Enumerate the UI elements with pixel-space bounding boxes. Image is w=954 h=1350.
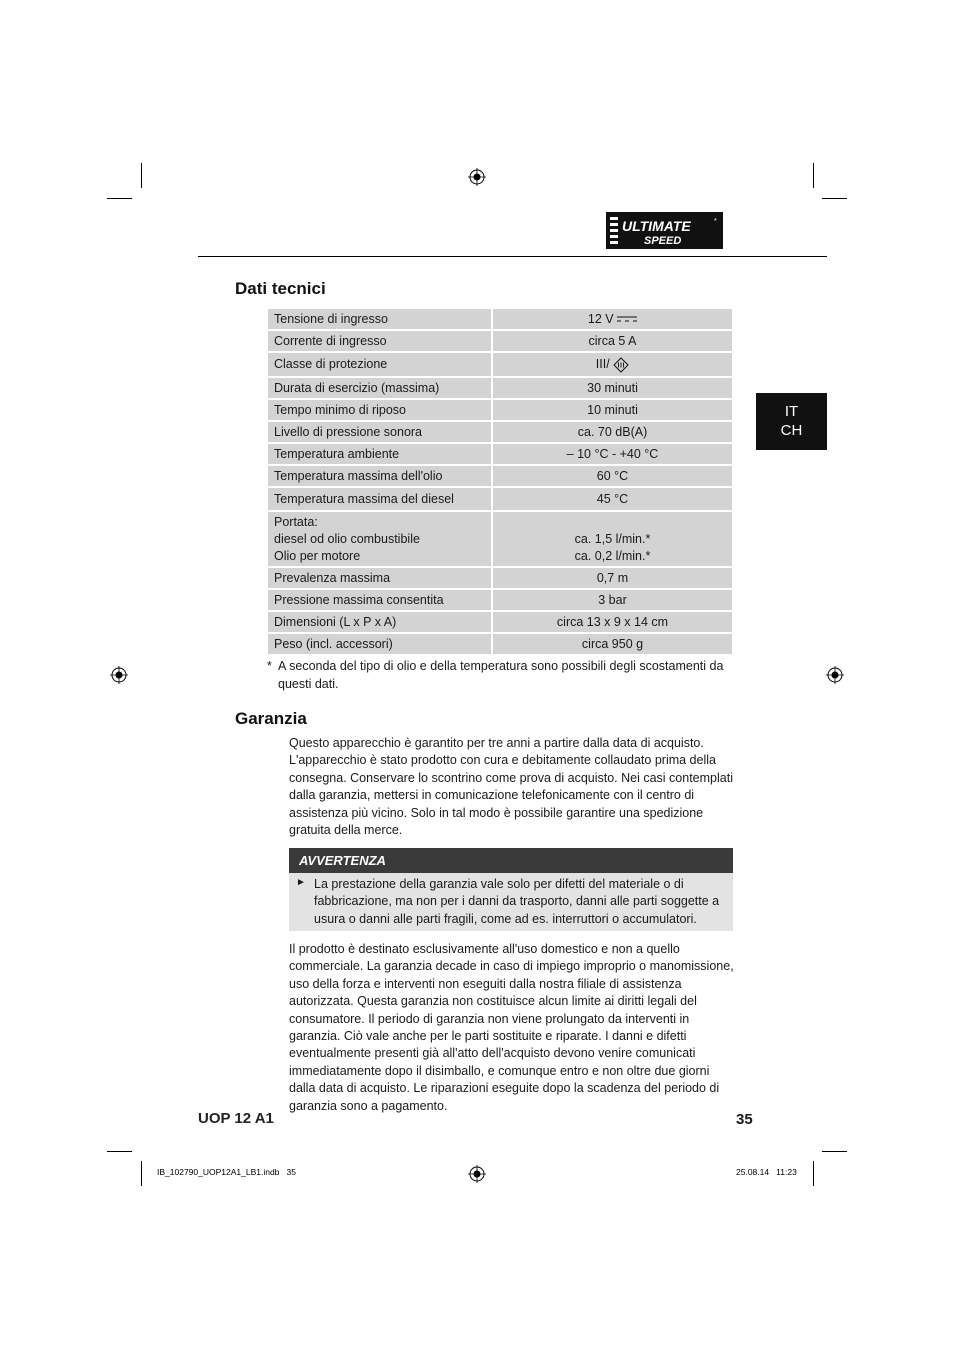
spec-value: 60 °C [493, 466, 732, 488]
flow-value-motor-oil: ca. 0,2 l/min.* [574, 548, 651, 563]
dc-symbol-icon [617, 315, 637, 323]
table-row [268, 331, 732, 353]
brand-line2: SPEED [644, 235, 682, 247]
table-row [268, 612, 732, 634]
registration-mark-icon [468, 1165, 486, 1183]
table-row [268, 512, 732, 568]
notice-text: La prestazione della garanzia vale solo per difetti del materiale o di fabbricazione, ma non per i danni da trasporto, danni alle parti soggette a usura o danni alle parti fragili, come ad es. interruttori o accumulatori. [314, 877, 720, 926]
spec-value: ca. 70 dB(A) [493, 422, 732, 444]
technical-heading: Dati tecnici [235, 279, 326, 298]
footnote-text: A seconda del tipo di olio e della temperatura sono possibili degli scostamenti da questi dati. [278, 659, 724, 691]
spec-label: Temperatura ambiente [268, 444, 493, 466]
spec-label: Peso (incl. accessori) [268, 634, 493, 656]
page-number: 35 [736, 1111, 753, 1128]
spec-footnote [267, 657, 737, 693]
warranty-paragraph-2: Il prodotto è destinato esclusivamente all'uso domestico e non a quello commerciale. La garanzia decade in caso di impiego improprio o manomissione, uso della forza e interventi non eseguiti dalla nostra filiale di assistenza autorizzata. Questa garanzia non costituisce alcun limite ai diritti legali del consumatore. Il periodo di garanzia non viene prolungato da interventi in garanzia. Ciò vale anche per le parti sostituite e riparate. I danni e difetti eventualmente presenti già all'atto dell'acquisto devono venire comunicati immediatamente dopo il disimballo, e comunque entro e non oltre due giorni dalla data di acquisto. Le riparazioni eseguite dopo la scadenza del periodo di garanzia sono a pagamento. [289, 942, 734, 1113]
arrow-right-icon: ► [296, 877, 306, 888]
table-row [268, 378, 732, 400]
spec-label: Pressione massima consentita [268, 590, 493, 612]
spec-label: Corrente di ingresso [268, 331, 493, 353]
flow-value-diesel: ca. 1,5 l/min.* [574, 531, 651, 546]
spec-value: circa 950 g [493, 634, 732, 656]
spec-value: 12 V [493, 309, 732, 331]
print-slug-file: IB_102790_UOP12A1_LB1.indb 35 [157, 1167, 296, 1177]
table-row [268, 444, 732, 466]
spec-label: Classe di protezione [268, 353, 493, 378]
registration-mark-icon [110, 666, 128, 684]
spec-value: circa 5 A [493, 331, 732, 353]
spec-label: Temperatura massima dell'olio [268, 466, 493, 488]
crop-mark [107, 198, 132, 199]
registration-mark-icon [826, 666, 844, 684]
spec-label: Temperatura massima del diesel [268, 488, 493, 512]
crop-mark [822, 198, 847, 199]
crop-mark [141, 163, 142, 188]
table-row [268, 634, 732, 656]
flow-label-diesel: diesel od olio combustibile [274, 531, 420, 546]
lang-it: IT [784, 403, 799, 420]
header-rule [198, 256, 827, 257]
table-row [268, 309, 732, 331]
spec-value: 30 minuti [493, 378, 732, 400]
spec-value: III/ [493, 353, 732, 378]
language-tab [756, 393, 827, 450]
spec-label: Livello di pressione sonora [268, 422, 493, 444]
spec-label: Durata di esercizio (massima) [268, 378, 493, 400]
spec-value: 3 bar [493, 590, 732, 612]
spec-value [493, 512, 732, 568]
notice-box [289, 873, 733, 931]
spec-label: Dimensioni (L x P x A) [268, 612, 493, 634]
print-slug-date: 25.08.14 11:23 [736, 1167, 797, 1177]
spec-label: Tempo minimo di riposo [268, 400, 493, 422]
spec-label: Prevalenza massima [268, 568, 493, 590]
crop-mark [822, 1151, 847, 1152]
crop-mark [813, 163, 814, 188]
crop-mark [813, 1161, 814, 1186]
spec-label [268, 512, 493, 568]
footnote-star: * [267, 659, 272, 673]
model-name: UOP 12 A1 [198, 1110, 274, 1127]
spec-value: – 10 °C - +40 °C [493, 444, 732, 466]
brand-line1: ULTIMATE [622, 218, 691, 234]
flow-label-motor-oil: Olio per motore [274, 548, 361, 563]
lang-ch: CH [780, 422, 803, 439]
spec-value: 45 °C [493, 488, 732, 512]
table-row [268, 422, 732, 444]
notice-title: AVVERTENZA [289, 848, 733, 873]
warranty-heading: Garanzia [235, 709, 307, 728]
spec-value: 10 minuti [493, 400, 732, 422]
warranty-paragraph-1: Questo apparecchio è garantito per tre anni a partire dalla data di acquisto. L'apparecchio è stato prodotto con cura e debitamente collaudato prima della consegna. Conservare lo scontrino come prova di acquisto. Nei casi contemplati dalla garanzia, mettersi in comunicazione telefonicamente con il centro di assistenza più vicino. Solo in tal modo è possibile garantire una spedizione gratuita della merce. [289, 736, 733, 838]
table-row [268, 466, 732, 488]
spec-table [268, 309, 732, 656]
flow-label-title: Portata: [274, 514, 318, 529]
crop-mark [141, 1161, 142, 1186]
table-row [268, 590, 732, 612]
table-row [268, 568, 732, 590]
registration-mark-icon [468, 168, 486, 186]
spec-value: 0,7 m [493, 568, 732, 590]
table-row [268, 400, 732, 422]
svg-text:*: * [714, 218, 717, 225]
protection-class-iii-icon [613, 357, 629, 373]
spec-value: circa 13 x 9 x 14 cm [493, 612, 732, 634]
table-row [268, 488, 732, 512]
crop-mark [107, 1151, 132, 1152]
ultimate-speed-logo [606, 212, 723, 249]
spec-label: Tensione di ingresso [268, 309, 493, 331]
table-row [268, 353, 732, 378]
